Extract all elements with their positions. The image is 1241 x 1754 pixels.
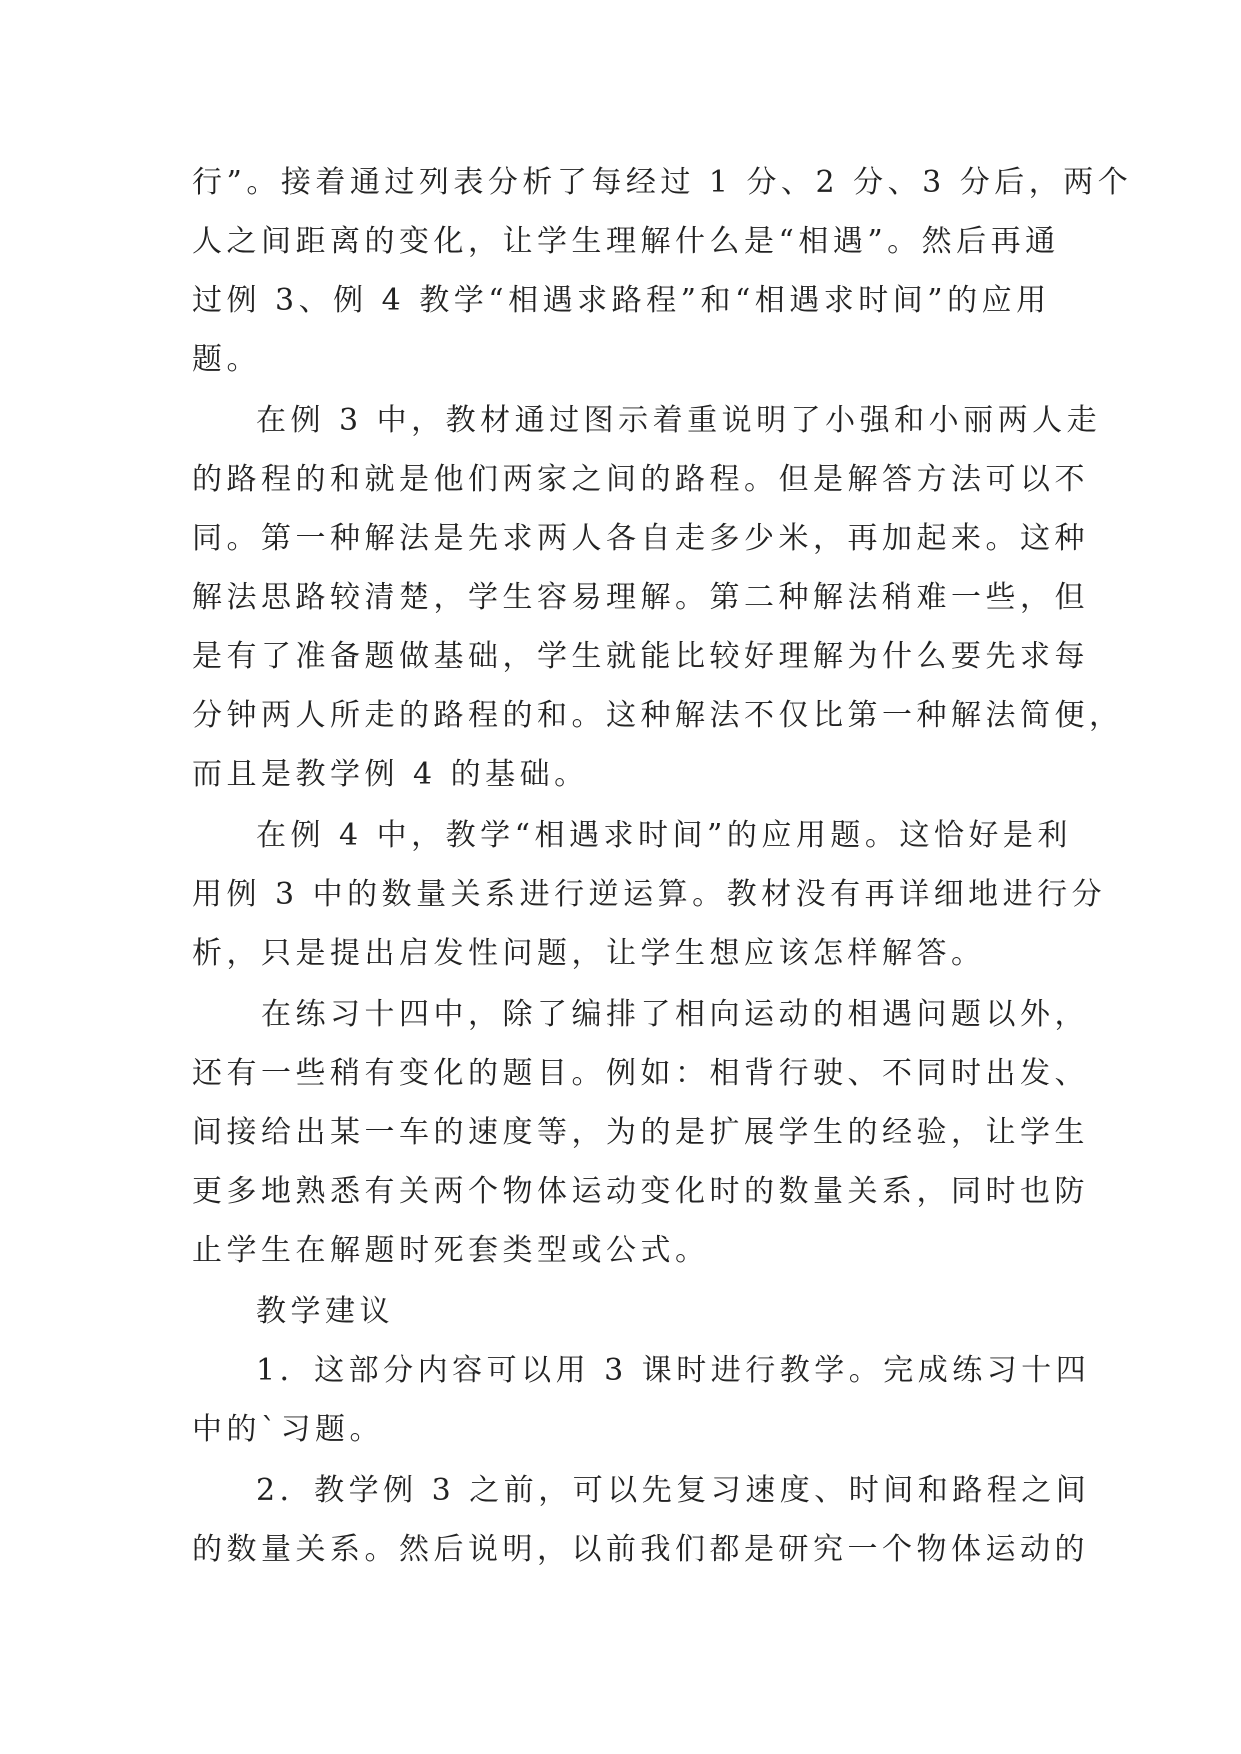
text-line-3: 过例 3、例 4 教学“相遇求路程”和“相遇求时间”的应用 — [192, 283, 1051, 318]
text-line-19: 止学生在解题时死套类型或公式。 — [192, 1233, 710, 1268]
text-line-2: 人之间距离的变化，让学生理解什么是“相遇”。然后再通 — [192, 224, 1060, 259]
text-line-22: 中的`习题。 — [192, 1412, 384, 1447]
text-line-18: 更多地熟悉有关两个物体运动变化时的数量关系，同时也防 — [192, 1174, 1089, 1209]
text-line-24: 的数量关系。然后说明，以前我们都是研究一个物体运动的 — [192, 1532, 1089, 1567]
text-line-14: 析，只是提出启发性问题，让学生想应该怎样解答。 — [192, 936, 986, 971]
text-line-11: 而且是教学例 4 的基础。 — [192, 757, 589, 792]
text-line-4: 题。 — [192, 342, 261, 377]
text-line-12: 在例 4 中，教学“相遇求时间”的应用题。这恰好是利 — [256, 818, 1072, 853]
text-line-7: 同。第一种解法是先求两人各自走多少米，再加起来。这种 — [192, 521, 1089, 556]
text-line-23: 2．教学例 3 之前，可以先复习速度、时间和路程之间 — [256, 1473, 1091, 1508]
text-line-13: 用例 3 中的数量关系进行逆运算。教材没有再详细地进行分 — [192, 877, 1107, 912]
text-line-10: 分钟两人所走的路程的和。这种解法不仅比第一种解法简便， — [192, 698, 1124, 733]
text-line-21: 1．这部分内容可以用 3 课时进行教学。完成练习十四 — [256, 1353, 1091, 1388]
text-line-5: 在例 3 中，教材通过图示着重说明了小强和小丽两人走 — [256, 403, 1102, 438]
text-line-6: 的路程的和就是他们两家之间的路程。但是解答方法可以不 — [192, 462, 1089, 497]
text-line-15: 在练习十四中，除了编排了相向运动的相遇问题以外， — [261, 997, 1089, 1032]
text-line-8: 解法思路较清楚，学生容易理解。第二种解法稍难一些，但 — [192, 580, 1089, 615]
text-line-1: 行”。接着通过列表分析了每经过 1 分、2 分、3 分后，两个 — [192, 165, 1133, 200]
text-line-17: 间接给出某一车的速度等，为的是扩展学生的经验，让学生 — [192, 1115, 1089, 1150]
text-line-9: 是有了准备题做基础，学生就能比较好理解为什么要先求每 — [192, 639, 1089, 674]
section-heading: 教学建议 — [256, 1294, 394, 1329]
text-line-16: 还有一些稍有变化的题目。例如：相背行驶、不同时出发、 — [192, 1056, 1089, 1091]
